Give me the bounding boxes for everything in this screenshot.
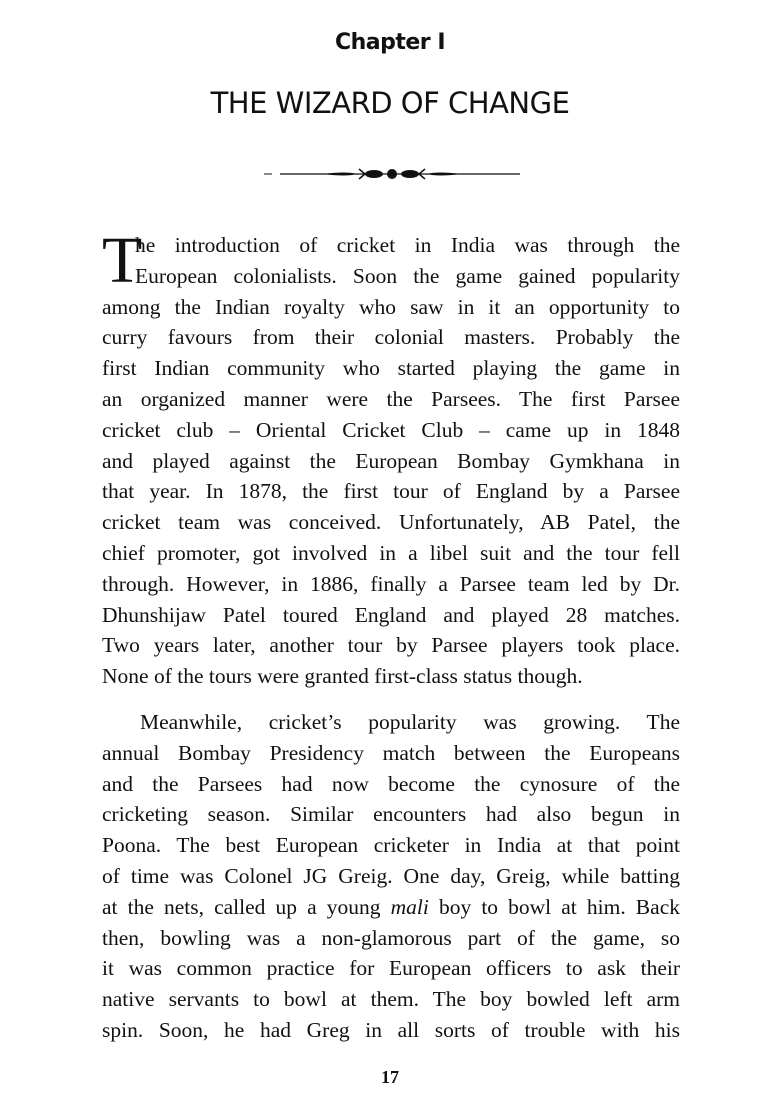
text-line: he introduction of cricket in India was through the	[135, 233, 680, 257]
text-line: through. However, in 1886, finally a Parsee team led by Dr.	[102, 571, 680, 596]
text-line: of time was Colonel JG Greig. One day, Greig, while batting	[102, 863, 680, 888]
italic-word: mali	[390, 894, 429, 919]
chapter-label: Chapter I	[334, 30, 446, 55]
text-line: that year. In 1878, the first tour of England by a Parsee	[102, 479, 680, 504]
text-line: then, bowling was a non-glamorous part of the game, so	[102, 925, 680, 950]
text-line: native servants to bowl at them. The boy bowled left arm	[102, 987, 680, 1012]
text-line: annual Bombay Presidency match between the Europeans	[102, 740, 680, 765]
text-line: and the Parsees had now become the cynosure of the	[102, 771, 680, 796]
paragraph-1	[102, 224, 680, 692]
text-line: Two years later, another tour by Parsee players took place.	[102, 633, 680, 658]
text-line: it was common practice for European officers to ask their	[102, 956, 680, 981]
text-line: chief promoter, got involved in a libel suit and the tour fell	[102, 540, 680, 565]
text-line: Poona. The best European cricketer in India at that point	[102, 833, 680, 858]
text-line: curry favours from their colonial masters. Probably the	[102, 325, 680, 350]
paragraph-2	[102, 707, 680, 1046]
drop-cap: T	[102, 224, 143, 297]
text-line: None of the tours were granted first-class status though.	[102, 664, 583, 689]
text-line: Meanwhile, cricket’s popularity was growing. The	[140, 710, 680, 734]
text-segment: at the nets, called up a young	[102, 894, 391, 919]
text-line: Dhunshijaw Patel toured England and played 28 matches.	[102, 602, 680, 627]
text-line: and played against the European Bombay Gymkhana in	[102, 448, 680, 473]
chapter-title: THE WIZARD OF CHANGE	[210, 86, 570, 120]
text-line: among the Indian royalty who saw in it an opportunity to	[102, 294, 680, 319]
text-line: an organized manner were the Parsees. The first Parsee	[102, 386, 680, 411]
text-line: first Indian community who started playing the game in	[102, 356, 680, 381]
text-segment: boy to bowl at him. Back	[428, 894, 680, 919]
text-line: cricketing season. Similar encounters had also begun in	[102, 802, 680, 827]
text-line: European colonialists. Soon the game gained popularity	[135, 263, 680, 288]
text-line: cricket club – Oriental Cricket Club – came up in 1848	[102, 417, 680, 442]
text-line: cricket team was conceived. Unfortunately, AB Patel, the	[102, 510, 680, 535]
page-number: 17	[381, 1067, 399, 1087]
ornament-divider	[262, 166, 522, 182]
text-line	[102, 892, 680, 923]
text-line: spin. Soon, he had Greg in all sorts of trouble with his	[102, 1017, 680, 1042]
